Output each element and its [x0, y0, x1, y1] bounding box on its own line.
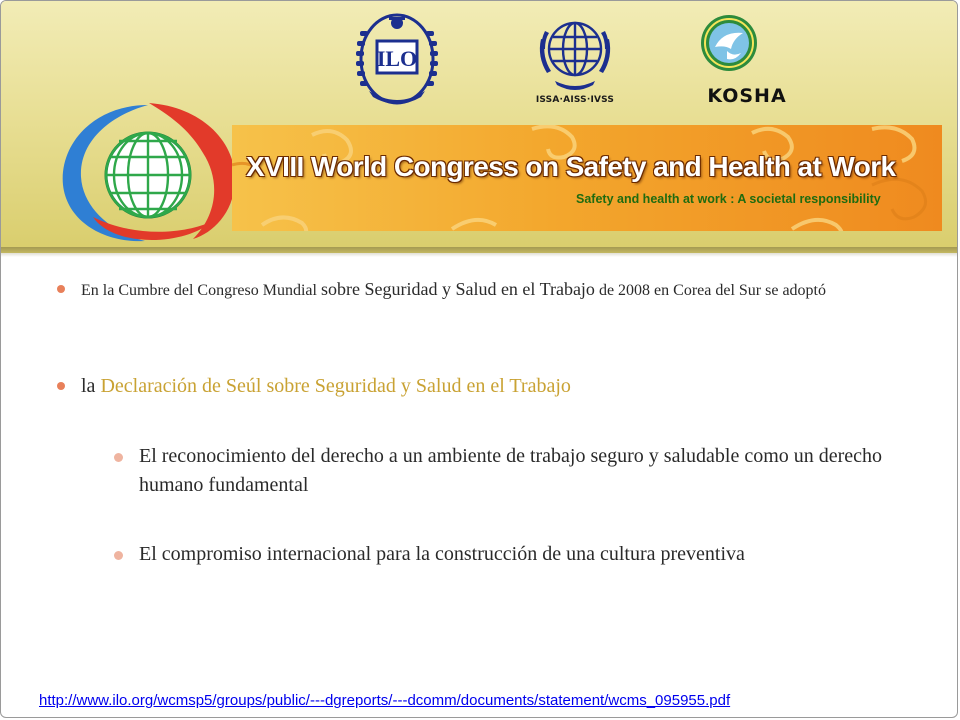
ilo-logo-icon — [347, 11, 447, 107]
sub-bullet-dot-icon — [114, 453, 123, 462]
kosha-caption: KOSHA — [707, 85, 787, 107]
header-shadow — [1, 247, 958, 257]
bullet-1-part-2: sobre Seguridad y Salud en el Trabajo — [320, 279, 595, 299]
bullet-2-prefix: la — [81, 375, 101, 397]
sub-bullet-text-2: El compromiso internacional para la construcción de una cultura preventiva — [139, 543, 745, 565]
sub-bullet-dot-icon — [114, 551, 123, 560]
header-band — [1, 1, 958, 253]
bullet-dot-icon — [57, 382, 65, 390]
banner-title: XVIII World Congress on Safety and Health at Work — [246, 151, 896, 182]
seoul-declaration-title: Declaración de Seúl sobre Seguridad y Salud en el Trabajo — [100, 375, 571, 397]
congress-globe-emblem-icon — [53, 97, 243, 247]
bullet-text-1 — [81, 277, 921, 303]
bullet-1-part-1: En la Cumbre del Congreso Mundial — [81, 282, 321, 299]
content-body — [1, 257, 958, 677]
bullet-dot-icon — [57, 285, 65, 293]
bullet-text-2 — [81, 372, 921, 400]
congress-banner — [232, 125, 942, 231]
source-link[interactable]: http://www.ilo.org/wcmsp5/groups/public/---dgreports/---dcomm/documents/statement/wcms_095955.pdf — [39, 692, 731, 709]
bullet-1-part-3: de 2008 en Corea del Sur se adoptó — [594, 282, 826, 299]
issa-caption: ISSA·AISS·IVSS — [535, 95, 615, 105]
banner-subtitle: Safety and health at work : A societal responsibility — [576, 192, 881, 206]
svg-text:ILO: ILO — [376, 46, 418, 71]
sub-bullet-text-1: El reconocimiento del derecho a un ambiente de trabajo seguro y saludable como un derecho humano fundamental — [139, 445, 883, 496]
